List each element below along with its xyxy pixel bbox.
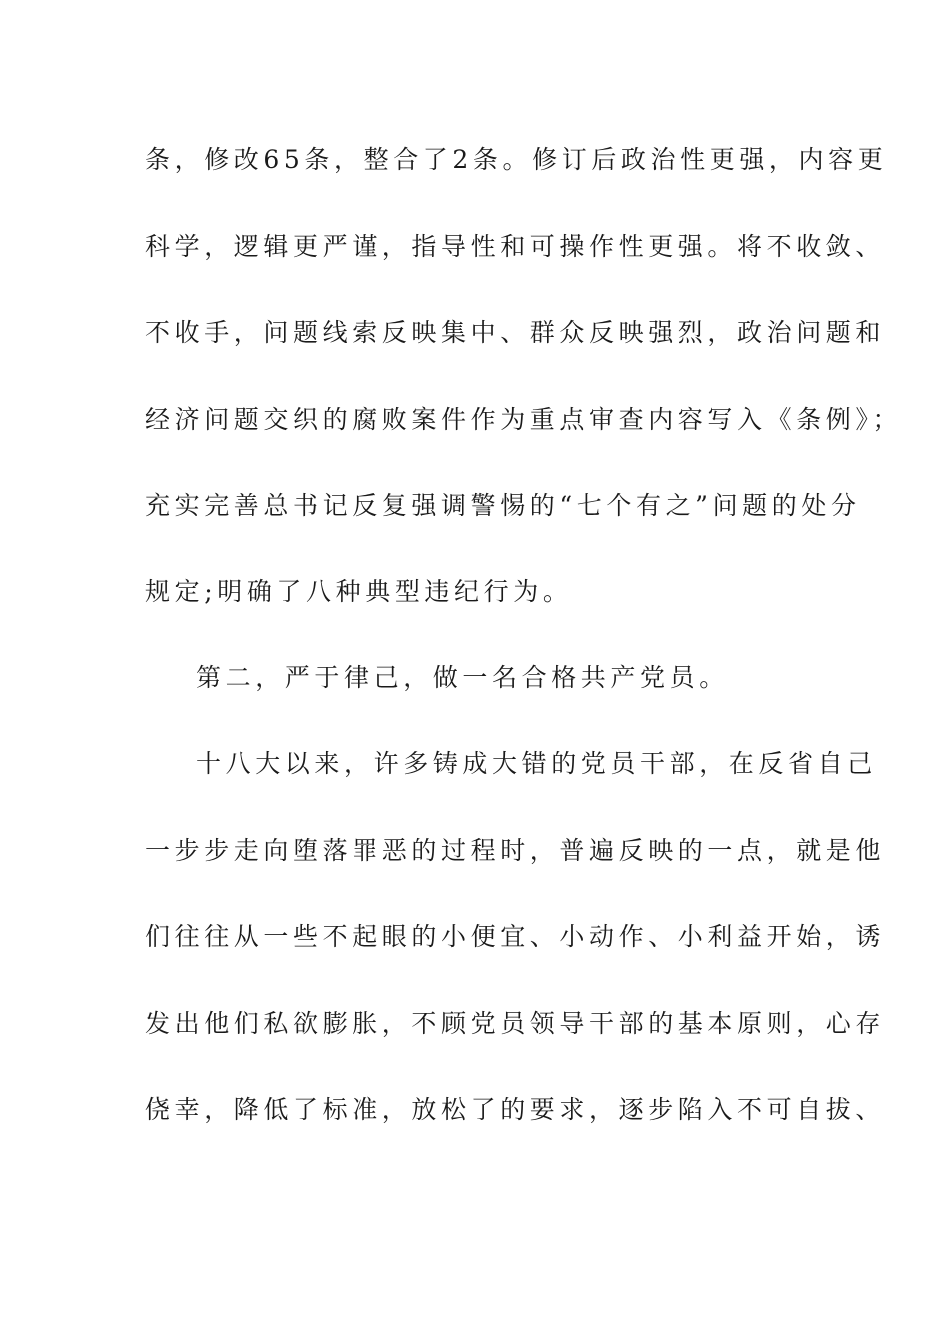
- text-line-3: 不收手，问题线索反映集中、群众反映强烈，政治问题和: [145, 318, 886, 347]
- text-line-9: 一步步走向堕落罪恶的过程时，普遍反映的一点，就是他: [145, 836, 886, 865]
- text-line-11: 发出他们私欲膨胀，不顾党员领导干部的基本原则，心存: [145, 1009, 886, 1038]
- text-line-8: 十八大以来，许多铸成大错的党员干部，在反省自己: [196, 749, 877, 778]
- text-line-12: 侥幸，降低了标准，放松了的要求，逐步陷入不可自拔、: [145, 1095, 886, 1124]
- text-line-4: 经济问题交织的腐败案件作为重点审查内容写入《条例》；: [145, 405, 903, 434]
- text-line-1: 条，修改65条，整合了2条。修订后政治性更强，内容更: [145, 145, 888, 174]
- section-heading: 第二，严于律己，做一名合格共产党员。: [196, 663, 729, 692]
- text-line-5: 充实完善总书记反复强调警惕的“七个有之”问题的处分: [145, 491, 861, 520]
- text-line-2: 科学，逻辑更严谨，指导性和可操作性更强。将不收敛、: [145, 232, 886, 261]
- text-line-10: 们往往从一些不起眼的小便宜、小动作、小利益开始，诱: [145, 922, 886, 951]
- text-line-6: 规定;明确了八种典型违纪行为。: [145, 577, 573, 606]
